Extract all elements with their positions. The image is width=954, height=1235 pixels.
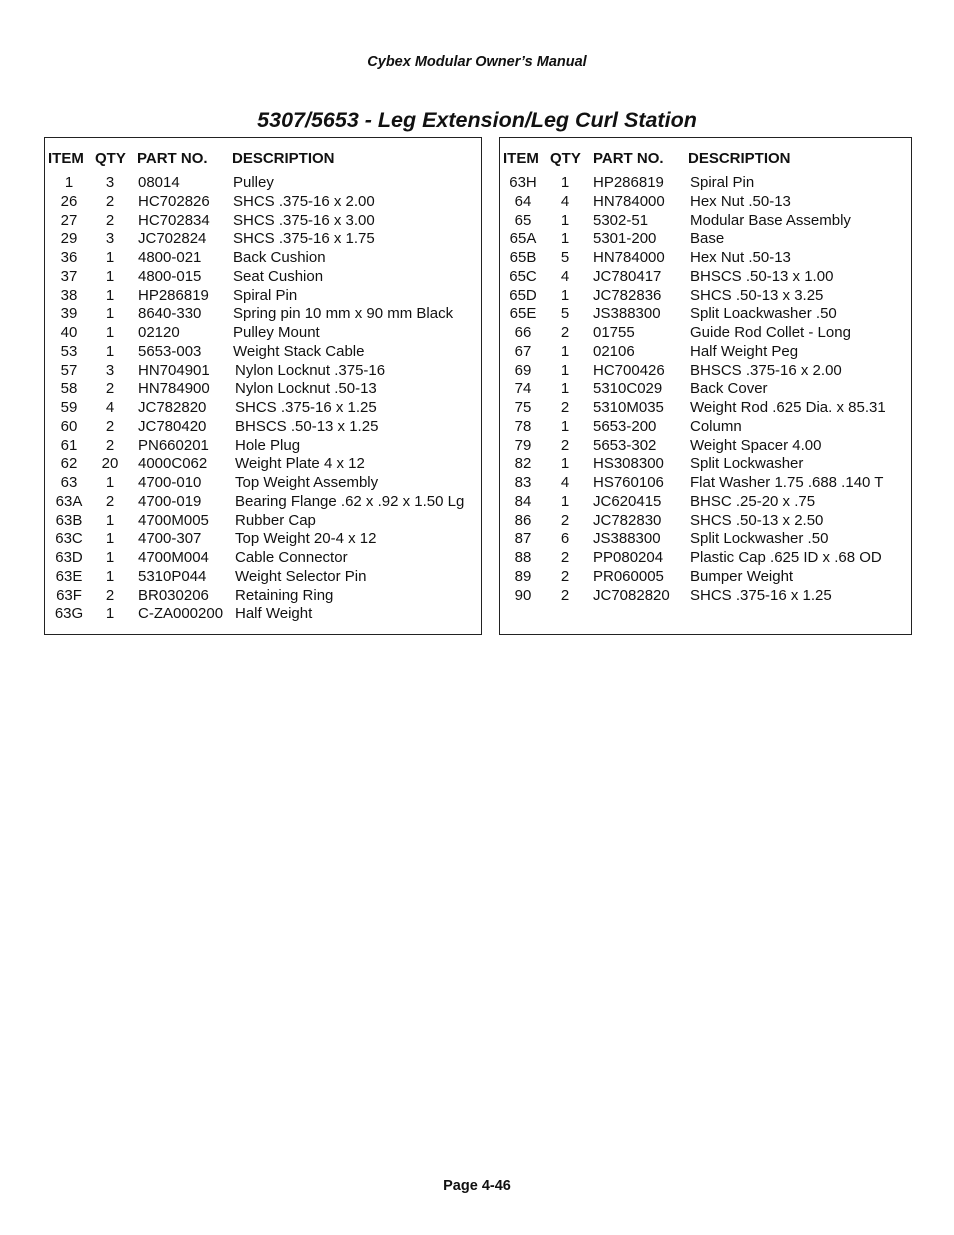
- table-row: [500, 249, 911, 268]
- qty-cell: 1: [105, 567, 115, 585]
- qty-cell: 1: [560, 211, 570, 229]
- table-row: [45, 549, 481, 568]
- table-row: [45, 343, 481, 362]
- description-cell: Guide Rod Collet - Long: [690, 324, 851, 341]
- column-header-qty: QTY: [95, 150, 126, 167]
- part-number-cell: HN784000: [593, 192, 665, 210]
- qty-cell: 1: [560, 342, 570, 360]
- qty-cell: 4: [560, 267, 570, 285]
- item-cell: 87: [514, 530, 532, 548]
- description-cell: Pulley Mount: [233, 324, 320, 341]
- item-cell: 65E: [509, 305, 537, 323]
- part-number-cell: HN704901: [138, 361, 210, 379]
- qty-cell: 2: [105, 436, 115, 454]
- item-cell: 90: [514, 586, 532, 604]
- item-cell: 88: [514, 549, 532, 566]
- qty-cell: 5: [560, 305, 570, 323]
- part-number-cell: 4000C062: [138, 455, 208, 473]
- page-number: Page 4-46: [443, 1178, 511, 1194]
- part-number-cell: JC780420: [138, 417, 207, 435]
- table-row: [500, 230, 911, 249]
- description-cell: Split Lockwasher .50: [690, 530, 829, 548]
- table-row: [500, 362, 911, 381]
- table-row: [500, 587, 911, 606]
- description-cell: Split Lockwasher: [690, 455, 804, 473]
- description-cell: Cable Connector: [235, 549, 348, 566]
- table-row: [45, 587, 481, 606]
- part-number-cell: PP080204: [593, 549, 664, 566]
- table-row: [45, 193, 481, 212]
- description-cell: SHCS .375-16 x 1.75: [233, 230, 375, 248]
- qty-cell: 2: [560, 511, 570, 529]
- table-row: [500, 568, 911, 587]
- table-row: [45, 268, 481, 287]
- item-cell: 75: [514, 399, 532, 416]
- part-number-cell: 4700M005: [138, 511, 209, 529]
- description-cell: Column: [690, 417, 742, 435]
- column-header-item: ITEM: [48, 150, 84, 167]
- qty-cell: 1: [105, 605, 115, 623]
- part-number-cell: HC700426: [593, 361, 665, 379]
- description-cell: Weight Spacer 4.00: [690, 436, 822, 454]
- item-cell: 29: [60, 230, 78, 248]
- table-row: [500, 343, 911, 362]
- item-cell: 60: [60, 417, 78, 435]
- table-row: [45, 212, 481, 231]
- column-header-part-no: PART NO.: [137, 150, 208, 167]
- item-cell: 40: [60, 324, 78, 341]
- part-number-cell: 5653-200: [593, 417, 657, 435]
- qty-cell: 2: [105, 586, 115, 604]
- parts-table-left: [44, 137, 482, 635]
- description-cell: Bearing Flange .62 x .92 x 1.50 Lg: [235, 492, 465, 510]
- qty-cell: 1: [105, 342, 115, 360]
- part-number-cell: C-ZA000200: [138, 605, 224, 623]
- item-cell: 83: [514, 474, 532, 491]
- table-row: [45, 230, 481, 249]
- table-row: [500, 324, 911, 343]
- part-number-cell: PN660201: [138, 436, 209, 454]
- description-cell: SHCS .375-16 x 1.25: [235, 399, 377, 416]
- page-title: 5307/5653 - Leg Extension/Leg Curl Station: [257, 108, 697, 132]
- part-number-cell: JC702824: [138, 230, 207, 248]
- part-number-cell: 4700-010: [138, 474, 202, 491]
- qty-cell: 1: [105, 267, 115, 285]
- table-row: [500, 493, 911, 512]
- description-cell: BHSC .25-20 x .75: [690, 492, 816, 510]
- table-row: [45, 437, 481, 456]
- description-cell: Back Cushion: [233, 249, 326, 266]
- item-cell: 63D: [55, 549, 83, 566]
- column-header-description: DESCRIPTION: [688, 150, 791, 167]
- table-row: [500, 399, 911, 418]
- qty-cell: 4: [560, 192, 570, 210]
- description-cell: Back Cover: [690, 380, 768, 398]
- table-row: [500, 212, 911, 231]
- item-cell: 86: [514, 511, 532, 529]
- description-cell: Spiral Pin: [690, 174, 755, 191]
- description-cell: Hex Nut .50-13: [690, 192, 791, 210]
- item-cell: 63B: [55, 511, 83, 529]
- table-row: [45, 174, 481, 193]
- item-cell: 63H: [509, 174, 537, 191]
- part-number-cell: 02106: [593, 342, 635, 360]
- table-row: [500, 455, 911, 474]
- item-cell: 63: [60, 474, 78, 491]
- item-cell: 69: [514, 361, 532, 379]
- part-number-cell: JC780417: [593, 267, 662, 285]
- part-number-cell: HC702834: [138, 211, 210, 229]
- qty-cell: 5: [560, 249, 570, 266]
- part-number-cell: JC782820: [138, 399, 207, 416]
- item-cell: 58: [60, 380, 78, 398]
- item-cell: 65D: [509, 286, 537, 304]
- table-row: [500, 549, 911, 568]
- table-row: [500, 512, 911, 531]
- description-cell: Weight Rod .625 Dia. x 85.31: [690, 399, 886, 416]
- table-row: [500, 268, 911, 287]
- qty-cell: 1: [560, 417, 570, 435]
- qty-cell: 1: [560, 174, 570, 191]
- qty-cell: 2: [105, 492, 115, 510]
- table-row: [500, 287, 911, 306]
- item-cell: 53: [60, 342, 78, 360]
- item-cell: 67: [514, 342, 532, 360]
- part-number-cell: HS308300: [593, 455, 664, 473]
- table-row: [45, 605, 481, 624]
- item-cell: 63A: [55, 492, 83, 510]
- part-number-cell: HS760106: [593, 474, 664, 491]
- table-row: [45, 287, 481, 306]
- description-cell: Spiral Pin: [233, 286, 298, 304]
- qty-cell: 1: [105, 511, 115, 529]
- description-cell: Spring pin 10 mm x 90 mm Black: [233, 305, 454, 323]
- description-cell: Modular Base Assembly: [690, 211, 851, 229]
- description-cell: Base: [690, 230, 725, 248]
- parts-rows-right: [500, 174, 911, 605]
- qty-cell: 2: [560, 549, 570, 566]
- qty-cell: 2: [105, 211, 115, 229]
- qty-cell: 2: [560, 436, 570, 454]
- description-cell: Top Weight Assembly: [235, 474, 379, 491]
- table-row: [45, 399, 481, 418]
- item-cell: 27: [60, 211, 78, 229]
- description-cell: Weight Stack Cable: [233, 342, 365, 360]
- part-number-cell: 5653-302: [593, 436, 657, 454]
- part-number-cell: HN784000: [593, 249, 665, 266]
- qty-cell: 3: [105, 361, 115, 379]
- qty-cell: 2: [560, 567, 570, 585]
- part-number-cell: 5310P044: [138, 567, 207, 585]
- part-number-cell: JC7082820: [593, 586, 670, 604]
- part-number-cell: 4800-015: [138, 267, 202, 285]
- description-cell: SHCS .50-13 x 3.25: [690, 286, 824, 304]
- qty-cell: 1: [560, 380, 570, 398]
- item-cell: 64: [514, 192, 532, 210]
- description-cell: Weight Selector Pin: [235, 567, 367, 585]
- description-cell: Weight Plate 4 x 12: [235, 455, 365, 473]
- description-cell: Split Loackwasher .50: [690, 305, 837, 323]
- description-cell: Top Weight 20-4 x 12: [235, 530, 377, 548]
- table-row: [45, 324, 481, 343]
- table-row: [500, 193, 911, 212]
- qty-cell: 1: [560, 455, 570, 473]
- qty-cell: 2: [105, 380, 115, 398]
- description-cell: SHCS .375-16 x 3.00: [233, 211, 375, 229]
- description-cell: Half Weight Peg: [690, 342, 799, 360]
- item-cell: 63F: [56, 586, 82, 604]
- description-cell: BHSCS .375-16 x 2.00: [690, 361, 842, 379]
- item-cell: 38: [60, 286, 78, 304]
- description-cell: Hex Nut .50-13: [690, 249, 791, 266]
- description-cell: Retaining Ring: [235, 586, 334, 604]
- part-number-cell: 01755: [593, 324, 635, 341]
- table-row: [500, 530, 911, 549]
- part-number-cell: JS388300: [593, 305, 661, 323]
- part-number-cell: JC782830: [593, 511, 662, 529]
- item-cell: 63E: [55, 567, 83, 585]
- item-cell: 39: [60, 305, 78, 323]
- qty-cell: 1: [105, 549, 115, 566]
- description-cell: Plastic Cap .625 ID x .68 OD: [690, 549, 882, 566]
- item-cell: 65C: [509, 267, 537, 285]
- item-cell: 65B: [509, 249, 537, 266]
- table-row: [45, 568, 481, 587]
- table-row: [500, 474, 911, 493]
- part-number-cell: HP286819: [138, 286, 209, 304]
- item-cell: 65A: [509, 230, 537, 248]
- part-number-cell: 5301-200: [593, 230, 657, 248]
- item-cell: 63C: [55, 530, 83, 548]
- part-number-cell: 5653-003: [138, 342, 202, 360]
- part-number-cell: 5310C029: [593, 380, 663, 398]
- qty-cell: 1: [560, 286, 570, 304]
- item-cell: 74: [514, 380, 532, 398]
- parts-rows-left: [45, 174, 481, 624]
- qty-cell: 1: [105, 305, 115, 323]
- item-cell: 78: [514, 417, 532, 435]
- table-row: [45, 380, 481, 399]
- part-number-cell: 08014: [138, 174, 180, 191]
- item-cell: 59: [60, 399, 78, 416]
- item-cell: 36: [60, 249, 78, 266]
- qty-cell: 1: [105, 530, 115, 548]
- qty-cell: 2: [105, 192, 115, 210]
- table-row: [45, 530, 481, 549]
- column-header-part-no: PART NO.: [593, 150, 664, 167]
- qty-cell: 1: [560, 230, 570, 248]
- qty-cell: 2: [560, 324, 570, 341]
- qty-cell: 6: [560, 530, 570, 548]
- description-cell: SHCS .50-13 x 2.50: [690, 511, 824, 529]
- item-cell: 26: [60, 192, 78, 210]
- column-header-item: ITEM: [503, 150, 539, 167]
- qty-cell: 1: [105, 324, 115, 341]
- part-number-cell: 4700-307: [138, 530, 202, 548]
- description-cell: Bumper Weight: [690, 567, 794, 585]
- part-number-cell: 4700M004: [138, 549, 209, 566]
- qty-cell: 1: [105, 286, 115, 304]
- table-row: [45, 493, 481, 512]
- item-cell: 65: [514, 211, 532, 229]
- description-cell: Seat Cushion: [233, 267, 324, 285]
- qty-cell: 3: [105, 174, 115, 191]
- column-header-description: DESCRIPTION: [232, 150, 335, 167]
- table-row: [500, 437, 911, 456]
- part-number-cell: 5302-51: [593, 211, 649, 229]
- description-cell: BHSCS .50-13 x 1.00: [690, 267, 834, 285]
- table-row: [500, 380, 911, 399]
- qty-cell: 1: [105, 249, 115, 266]
- qty-cell: 1: [105, 474, 115, 491]
- part-number-cell: 5310M035: [593, 399, 664, 416]
- item-cell: 61: [60, 436, 78, 454]
- qty-cell: 1: [560, 492, 570, 510]
- qty-cell: 2: [560, 586, 570, 604]
- table-row: [500, 174, 911, 193]
- description-cell: Rubber Cap: [235, 511, 316, 529]
- description-cell: SHCS .375-16 x 2.00: [233, 192, 375, 210]
- part-number-cell: JS388300: [593, 530, 661, 548]
- qty-cell: 3: [105, 230, 115, 248]
- item-cell: 84: [514, 492, 532, 510]
- part-number-cell: JC782836: [593, 286, 662, 304]
- part-number-cell: 4800-021: [138, 249, 202, 266]
- qty-cell: 20: [101, 455, 119, 473]
- description-cell: Pulley: [233, 174, 274, 191]
- qty-cell: 4: [560, 474, 570, 491]
- part-number-cell: BR030206: [138, 586, 209, 604]
- part-number-cell: JC620415: [593, 492, 662, 510]
- qty-cell: 2: [105, 417, 115, 435]
- qty-cell: 1: [560, 361, 570, 379]
- table-row: [45, 418, 481, 437]
- description-cell: Half Weight: [235, 605, 313, 623]
- qty-cell: 4: [105, 399, 115, 416]
- description-cell: SHCS .375-16 x 1.25: [690, 586, 832, 604]
- item-cell: 57: [60, 361, 78, 379]
- parts-table-right: [499, 137, 912, 635]
- table-row: [500, 305, 911, 324]
- part-number-cell: PR060005: [593, 567, 664, 585]
- table-row: [45, 362, 481, 381]
- description-cell: BHSCS .50-13 x 1.25: [235, 417, 379, 435]
- part-number-cell: HC702826: [138, 192, 210, 210]
- table-row: [45, 512, 481, 531]
- item-cell: 63G: [54, 605, 84, 623]
- part-number-cell: 8640-330: [138, 305, 202, 323]
- manual-title: Cybex Modular Owner’s Manual: [367, 54, 587, 70]
- qty-cell: 2: [560, 399, 570, 416]
- item-cell: 89: [514, 567, 532, 585]
- table-row: [45, 249, 481, 268]
- item-cell: 66: [514, 324, 532, 341]
- table-row: [45, 474, 481, 493]
- column-header-qty: QTY: [550, 150, 581, 167]
- table-row: [45, 305, 481, 324]
- item-cell: 1: [64, 174, 74, 191]
- description-cell: Hole Plug: [235, 436, 301, 454]
- part-number-cell: HP286819: [593, 174, 664, 191]
- item-cell: 37: [60, 267, 78, 285]
- table-row: [500, 418, 911, 437]
- part-number-cell: 02120: [138, 324, 180, 341]
- table-row: [45, 455, 481, 474]
- item-cell: 62: [60, 455, 78, 473]
- part-number-cell: HN784900: [138, 380, 210, 398]
- description-cell: Nylon Locknut .375-16: [235, 361, 386, 379]
- description-cell: Flat Washer 1.75 .688 .140 T: [690, 474, 884, 491]
- item-cell: 79: [514, 436, 532, 454]
- description-cell: Nylon Locknut .50-13: [235, 380, 377, 398]
- part-number-cell: 4700-019: [138, 492, 202, 510]
- item-cell: 82: [514, 455, 532, 473]
